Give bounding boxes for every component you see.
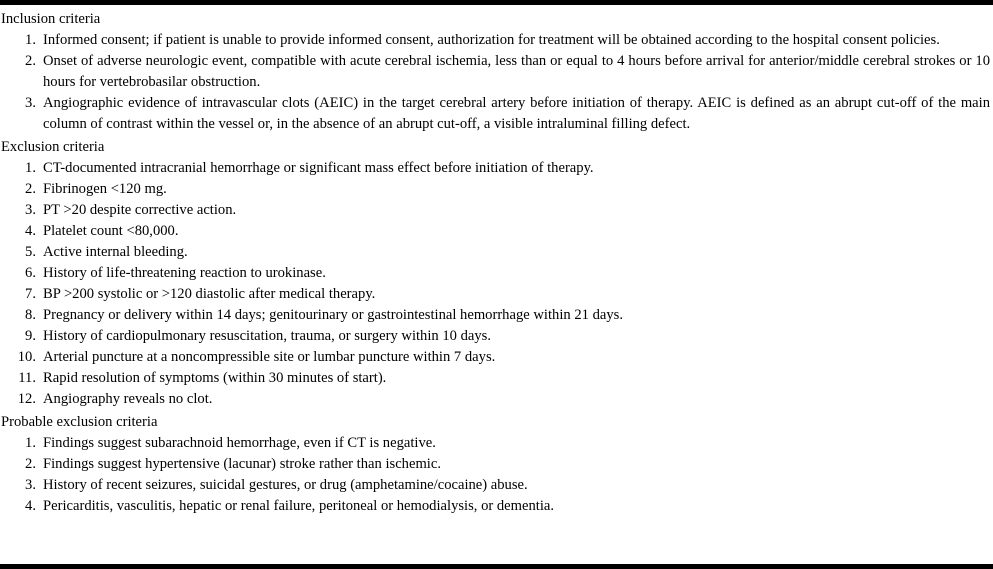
item-text: PT >20 despite corrective action. [43, 202, 237, 218]
list-item [0, 368, 990, 389]
item-text: Fibrinogen <120 mg. [43, 181, 167, 197]
item-text: Findings suggest subarachnoid hemorrhage, even if CT is negative. [43, 435, 436, 451]
item-number: 2. [25, 53, 36, 69]
item-text: History of life-threatening reaction to urokinase. [43, 265, 326, 281]
item-number: 6. [25, 265, 36, 281]
probable-exclusion-list [0, 433, 990, 517]
item-text: Findings suggest hypertensive (lacunar) stroke rather than ischemic. [43, 456, 441, 472]
item-text: CT-documented intracranial hemorrhage or significant mass effect before initiation of therapy. [43, 160, 594, 176]
item-number: 1. [25, 32, 36, 48]
item-text: Informed consent; if patient is unable to provide informed consent, authorization for treatment will be obtained according to the hospital consent policies. [43, 32, 940, 48]
item-number: 11. [18, 370, 36, 386]
list-item [0, 242, 990, 263]
inclusion-list [0, 30, 990, 135]
item-number: 1. [25, 160, 36, 176]
item-number: 3. [25, 477, 36, 493]
item-number: 4. [25, 223, 36, 239]
item-number: 8. [25, 307, 36, 323]
top-rule [0, 0, 993, 5]
item-text: Pregnancy or delivery within 14 days; genitourinary or gastrointestinal hemorrhage within 21 days. [43, 307, 623, 323]
list-item [0, 433, 990, 454]
list-item [0, 30, 990, 51]
item-number: 2. [25, 456, 36, 472]
list-item [0, 496, 990, 517]
item-text: Angiographic evidence of intravascular clots (AEIC) in the target cerebral artery before initiation of therapy. AEIC is defined as an abrupt cut-off of the main column of contrast within the vessel or, in the absence of an abrupt cut-off, a visible intraluminal filling defect. [43, 95, 990, 132]
section-heading-inclusion: Inclusion criteria [1, 11, 101, 27]
list-item [0, 263, 990, 284]
item-number: 12. [17, 391, 36, 407]
item-number: 7. [25, 286, 36, 302]
list-item [0, 51, 990, 93]
list-item [0, 284, 990, 305]
item-number: 2. [25, 181, 36, 197]
list-item [0, 200, 990, 221]
list-item [0, 475, 990, 496]
section-heading-exclusion: Exclusion criteria [1, 139, 105, 155]
list-item [0, 158, 990, 179]
list-item [0, 221, 990, 242]
list-item [0, 179, 990, 200]
bottom-rule [0, 564, 993, 569]
item-text: History of cardiopulmonary resuscitation, trauma, or surgery within 10 days. [43, 328, 491, 344]
item-number: 9. [25, 328, 36, 344]
item-number: 10. [17, 349, 36, 365]
list-item [0, 389, 990, 410]
list-item [0, 93, 990, 135]
list-item [0, 305, 990, 326]
item-number: 3. [25, 95, 36, 111]
item-text: Pericarditis, vasculitis, hepatic or renal failure, peritoneal or hemodialysis, or dementia. [43, 498, 555, 514]
item-text: Arterial puncture at a noncompressible site or lumbar puncture within 7 days. [43, 349, 496, 365]
section-heading-probable-exclusion: Probable exclusion criteria [1, 414, 158, 430]
item-text: Active internal bleeding. [43, 244, 188, 260]
item-text: Onset of adverse neurologic event, compatible with acute cerebral ischemia, less than or equal to 4 hours before arrival for anterior/middle cerebral strokes or 10 hours for vertebrobasilar obstruction. [43, 53, 990, 90]
list-item [0, 347, 990, 368]
item-number: 5. [25, 244, 36, 260]
list-item [0, 454, 990, 475]
item-text: Platelet count <80,000. [43, 223, 179, 239]
item-number: 4. [25, 498, 36, 514]
item-number: 1. [25, 435, 36, 451]
item-text: Rapid resolution of symptoms (within 30 minutes of start). [43, 370, 387, 386]
item-text: BP >200 systolic or >120 diastolic after medical therapy. [43, 286, 376, 302]
criteria-table [0, 9, 990, 517]
item-number: 3. [25, 202, 36, 218]
exclusion-list [0, 158, 990, 410]
item-text: History of recent seizures, suicidal gestures, or drug (amphetamine/cocaine) abuse. [43, 477, 528, 493]
list-item [0, 326, 990, 347]
item-text: Angiography reveals no clot. [43, 391, 213, 407]
